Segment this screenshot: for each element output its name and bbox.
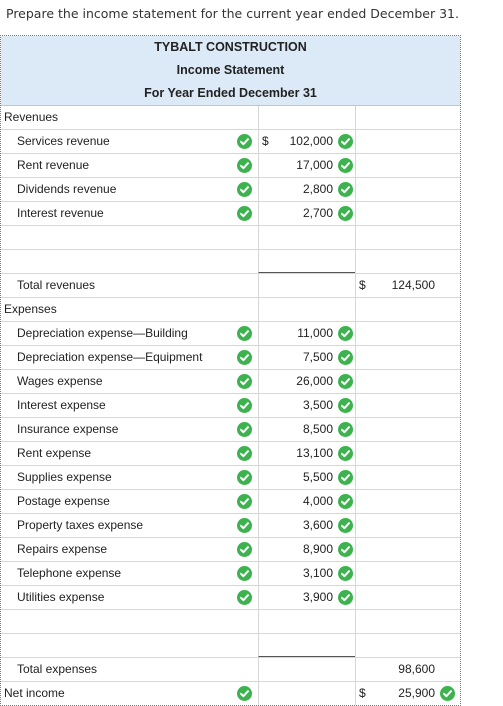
row-label-cell[interactable] — [1, 202, 258, 225]
first-amount-cell[interactable] — [258, 514, 355, 537]
amount-value: 8,500 — [302, 422, 333, 436]
row-label-cell[interactable] — [1, 562, 258, 585]
expenses-heading-row — [1, 298, 460, 322]
first-amount-cell[interactable] — [258, 298, 355, 321]
row-label: Postage expense — [17, 494, 110, 508]
amount-correct-icon — [338, 518, 353, 533]
expense-row — [1, 370, 460, 394]
first-amount-cell[interactable] — [258, 418, 355, 441]
second-amount-cell[interactable] — [355, 226, 460, 249]
row-label: Depreciation expense—Equipment — [17, 350, 203, 364]
row-label: Total expenses — [17, 662, 98, 676]
amount-value: 2,800 — [302, 182, 333, 196]
amount-value: 26,000 — [296, 374, 333, 388]
amount-value: 102,000 — [289, 134, 333, 148]
expense-row — [1, 346, 460, 370]
row-label-cell[interactable] — [1, 466, 258, 489]
expense-row — [1, 322, 460, 346]
second-amount-cell[interactable] — [355, 298, 460, 321]
amount-value: 2,700 — [302, 206, 333, 220]
second-amount-cell[interactable] — [355, 370, 460, 393]
row-label-cell[interactable] — [1, 154, 258, 177]
second-amount-cell[interactable] — [355, 130, 460, 153]
first-amount-cell[interactable] — [258, 490, 355, 513]
row-label: Rent expense — [17, 446, 92, 460]
label-correct-icon — [237, 374, 252, 389]
label-correct-icon — [237, 590, 252, 605]
expense-row — [1, 586, 460, 610]
row-label: Rent revenue — [17, 158, 90, 172]
second-amount-cell[interactable] — [355, 274, 460, 297]
row-label-cell[interactable] — [1, 442, 258, 465]
currency-symbol: $ — [359, 278, 366, 292]
label-correct-icon — [237, 134, 252, 149]
net-income-row — [1, 682, 460, 705]
amount-value: 17,000 — [296, 158, 333, 172]
row-label-cell[interactable] — [1, 274, 258, 297]
second-amount-cell[interactable] — [355, 490, 460, 513]
amount-correct-icon — [338, 398, 353, 413]
label-correct-icon — [237, 566, 252, 581]
row-label: Interest revenue — [17, 206, 104, 220]
row-label-cell[interactable] — [1, 394, 258, 417]
amount-value: 124,500 — [391, 278, 435, 292]
question-prompt: Prepare the income statement for the current year ended December 31. — [0, 0, 503, 30]
label-correct-icon — [237, 494, 252, 509]
statement-period: For Year Ended December 31 — [144, 86, 317, 100]
second-amount-cell[interactable] — [355, 634, 460, 657]
second-amount-cell[interactable] — [355, 610, 460, 633]
row-label: Depreciation expense—Building — [17, 326, 188, 340]
row-label: Repairs expense — [17, 542, 108, 556]
row-label: Insurance expense — [17, 422, 119, 436]
first-amount-cell[interactable] — [258, 106, 355, 129]
total-revenues-row — [1, 274, 460, 298]
label-correct-icon — [237, 158, 252, 173]
second-amount-cell[interactable] — [355, 322, 460, 345]
row-label: Interest expense — [17, 398, 106, 412]
row-label-cell[interactable] — [1, 490, 258, 513]
row-label-cell[interactable] — [1, 634, 258, 657]
amount-correct-icon — [338, 542, 353, 557]
amount-correct-icon — [338, 566, 353, 581]
amount-correct-icon — [338, 422, 353, 437]
expense-row — [1, 466, 460, 490]
label-correct-icon — [237, 446, 252, 461]
currency-symbol: $ — [359, 686, 366, 700]
amount-correct-icon — [338, 590, 353, 605]
income-statement-table — [0, 35, 461, 706]
row-label-cell[interactable] — [1, 610, 258, 633]
label-correct-icon — [237, 422, 252, 437]
label-correct-icon — [237, 518, 252, 533]
label-correct-icon — [237, 182, 252, 197]
statement-title: Income Statement — [176, 63, 285, 77]
first-amount-cell[interactable] — [258, 178, 355, 201]
row-label: Telephone expense — [17, 566, 122, 580]
second-amount-cell[interactable] — [355, 562, 460, 585]
row-label: Utilities expense — [17, 590, 105, 604]
row-label: Wages expense — [17, 374, 103, 388]
first-amount-cell[interactable] — [258, 226, 355, 249]
first-amount-cell[interactable] — [258, 466, 355, 489]
second-amount-cell[interactable] — [355, 346, 460, 369]
amount-correct-icon — [338, 446, 353, 461]
amount-correct-icon — [338, 158, 353, 173]
amount-correct-icon — [338, 350, 353, 365]
row-label: Total revenues — [17, 278, 96, 292]
second-amount-cell[interactable] — [355, 202, 460, 225]
blank-row — [1, 250, 460, 274]
first-amount-cell[interactable] — [258, 274, 355, 297]
row-label-cell[interactable] — [1, 226, 258, 249]
expense-row — [1, 442, 460, 466]
row-label-cell[interactable] — [1, 418, 258, 441]
amount-value: 3,500 — [302, 398, 333, 412]
row-label: Dividends revenue — [17, 182, 117, 196]
first-amount-cell[interactable] — [258, 682, 355, 705]
amount-correct-icon — [440, 686, 455, 701]
total-expenses-row — [1, 658, 460, 682]
second-amount-cell[interactable] — [355, 250, 460, 273]
second-amount-cell[interactable] — [355, 682, 460, 705]
first-amount-cell[interactable] — [258, 202, 355, 225]
row-label-cell[interactable] — [1, 514, 258, 537]
row-label-cell[interactable] — [1, 250, 258, 273]
row-label-cell[interactable] — [1, 658, 258, 681]
second-amount-cell[interactable] — [355, 154, 460, 177]
amount-value: 3,100 — [302, 566, 333, 580]
blank-row — [1, 634, 460, 658]
first-amount-cell[interactable] — [258, 250, 355, 273]
label-correct-icon — [237, 350, 252, 365]
label-correct-icon — [237, 470, 252, 485]
amount-value: 3,900 — [302, 590, 333, 604]
first-amount-cell[interactable] — [258, 658, 355, 681]
label-correct-icon — [237, 542, 252, 557]
label-correct-icon — [237, 326, 252, 341]
expense-row — [1, 538, 460, 562]
first-amount-cell[interactable] — [258, 322, 355, 345]
amount-value: 8,900 — [302, 542, 333, 556]
second-amount-cell[interactable] — [355, 442, 460, 465]
row-label-cell[interactable] — [1, 586, 258, 609]
amount-correct-icon — [338, 470, 353, 485]
second-amount-cell[interactable] — [355, 394, 460, 417]
blank-row — [1, 610, 460, 634]
expense-row — [1, 562, 460, 586]
expense-row — [1, 514, 460, 538]
amount-correct-icon — [338, 326, 353, 341]
row-label-cell[interactable] — [1, 346, 258, 369]
first-amount-cell[interactable] — [258, 154, 355, 177]
first-amount-cell[interactable] — [258, 442, 355, 465]
row-label: Supplies expense — [17, 470, 112, 484]
company-name: TYBALT CONSTRUCTION — [154, 40, 307, 54]
revenue-row — [1, 202, 460, 226]
row-label-cell[interactable] — [1, 370, 258, 393]
revenue-row — [1, 178, 460, 202]
first-amount-cell[interactable] — [258, 538, 355, 561]
amount-value: 4,000 — [302, 494, 333, 508]
amount-correct-icon — [338, 182, 353, 197]
amount-value: 3,600 — [302, 518, 333, 532]
statement-header — [1, 36, 460, 106]
first-amount-cell[interactable] — [258, 346, 355, 369]
amount-correct-icon — [338, 494, 353, 509]
row-label-cell[interactable] — [1, 538, 258, 561]
blank-row — [1, 226, 460, 250]
first-amount-cell[interactable] — [258, 130, 355, 153]
row-label: Net income — [4, 686, 65, 700]
first-amount-cell[interactable] — [258, 610, 355, 633]
row-label-cell[interactable] — [1, 322, 258, 345]
expense-row — [1, 418, 460, 442]
amount-value: 7,500 — [302, 350, 333, 364]
label-correct-icon — [237, 206, 252, 221]
revenue-row — [1, 130, 460, 154]
second-amount-cell[interactable] — [355, 514, 460, 537]
second-amount-cell[interactable] — [355, 658, 460, 681]
amount-value: 11,000 — [297, 326, 333, 340]
statement-body — [1, 106, 460, 705]
amount-value: 5,500 — [302, 470, 333, 484]
row-label-cell[interactable] — [1, 682, 258, 705]
amount-value: 13,100 — [296, 446, 333, 460]
amount-value: 98,600 — [398, 662, 435, 676]
row-label: Revenues — [4, 110, 59, 124]
amount-correct-icon — [338, 374, 353, 389]
currency-symbol: $ — [262, 134, 269, 148]
row-label-cell[interactable] — [1, 298, 258, 321]
amount-correct-icon — [338, 206, 353, 221]
second-amount-cell[interactable] — [355, 106, 460, 129]
row-label: Expenses — [4, 302, 57, 316]
second-amount-cell[interactable] — [355, 418, 460, 441]
first-amount-cell[interactable] — [258, 370, 355, 393]
expense-row — [1, 394, 460, 418]
second-amount-cell[interactable] — [355, 466, 460, 489]
first-amount-cell[interactable] — [258, 634, 355, 657]
revenue-row — [1, 154, 460, 178]
first-amount-cell[interactable] — [258, 394, 355, 417]
first-amount-cell[interactable] — [258, 562, 355, 585]
second-amount-cell[interactable] — [355, 538, 460, 561]
row-label-cell[interactable] — [1, 130, 258, 153]
row-label-cell[interactable] — [1, 178, 258, 201]
amount-correct-icon — [338, 134, 353, 149]
expense-row — [1, 490, 460, 514]
second-amount-cell[interactable] — [355, 178, 460, 201]
row-label-cell[interactable] — [1, 106, 258, 129]
first-amount-cell[interactable] — [258, 586, 355, 609]
label-correct-icon — [237, 686, 252, 701]
revenues-heading-row — [1, 106, 460, 130]
row-label: Services revenue — [17, 134, 110, 148]
second-amount-cell[interactable] — [355, 586, 460, 609]
row-label: Property taxes expense — [17, 518, 144, 532]
label-correct-icon — [237, 398, 252, 413]
amount-value: 25,900 — [398, 686, 435, 700]
